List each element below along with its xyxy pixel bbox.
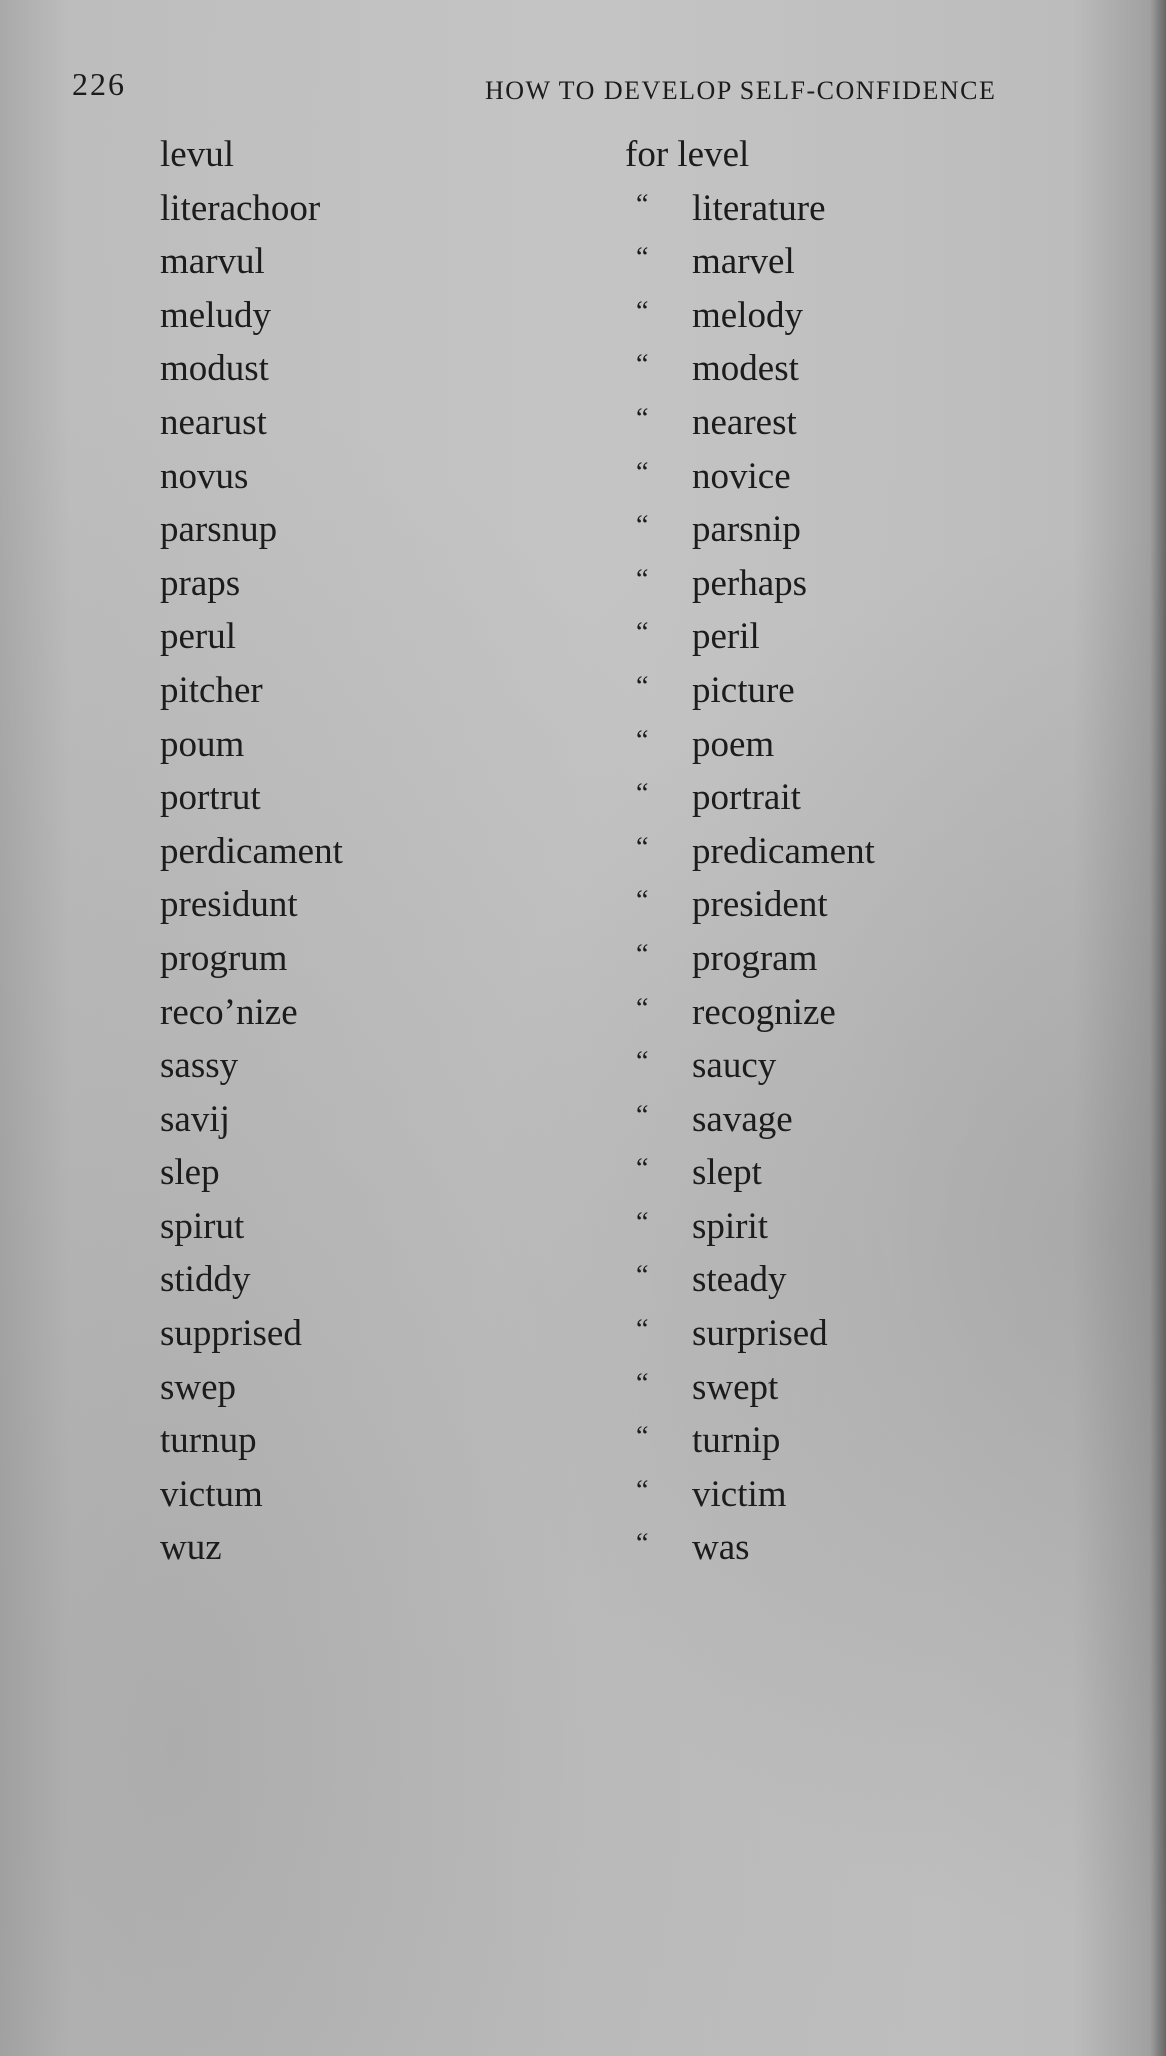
correct-word: poem	[692, 723, 775, 765]
correct-word: level	[677, 134, 750, 175]
list-item	[0, 503, 1166, 557]
ditto-mark: “	[636, 885, 649, 917]
list-item	[0, 771, 1166, 825]
list-item	[0, 1039, 1166, 1093]
correct-word: steady	[692, 1259, 787, 1301]
correct-word: portrait	[692, 777, 801, 819]
misspelled-word: marvul	[160, 241, 265, 283]
ditto-mark: “	[636, 242, 649, 274]
list-item	[0, 235, 1166, 289]
list-item	[0, 1253, 1166, 1307]
correct-word: turnip	[692, 1420, 781, 1462]
list-item	[0, 1414, 1166, 1468]
list-item	[0, 932, 1166, 986]
ditto-mark: “	[636, 1206, 649, 1238]
list-item	[0, 825, 1166, 879]
misspelled-word: stiddy	[160, 1259, 251, 1301]
correct-word: literature	[692, 187, 826, 229]
ditto-mark: “	[636, 1421, 649, 1453]
ditto-mark: “	[636, 938, 649, 970]
ditto-mark: “	[636, 1260, 649, 1292]
page-number: 226	[72, 66, 126, 102]
ditto-mark: “	[636, 1314, 649, 1346]
list-item	[0, 450, 1166, 504]
list-item	[0, 1200, 1166, 1254]
list-item	[0, 557, 1166, 611]
ditto-mark: “	[636, 188, 649, 220]
misspelled-word: sassy	[160, 1045, 239, 1087]
ditto-mark: “	[636, 1528, 649, 1560]
misspelled-word: swep	[160, 1366, 237, 1408]
ditto-mark: “	[636, 349, 649, 381]
correct-word: parsnip	[692, 509, 801, 551]
misspelled-word: nearust	[160, 401, 267, 443]
ditto-mark: “	[636, 456, 649, 488]
ditto-mark: “	[636, 992, 649, 1024]
misspelled-word: perul	[160, 616, 237, 658]
correct-word: marvel	[692, 241, 795, 283]
correct-word: president	[692, 884, 828, 926]
misspelled-word: portrut	[160, 777, 261, 819]
correct-word: slept	[692, 1152, 762, 1194]
misspelled-word: turnup	[160, 1420, 257, 1462]
ditto-mark: “	[636, 510, 649, 542]
list-item	[0, 1361, 1166, 1415]
misspelled-word: supprised	[160, 1313, 302, 1355]
correct-word: program	[692, 937, 818, 979]
ditto-mark: “	[636, 295, 649, 327]
misspelled-word: slep	[160, 1152, 220, 1194]
ditto-mark: “	[636, 563, 649, 595]
misspelled-word: presidunt	[160, 884, 298, 926]
ditto-mark: “	[636, 1099, 649, 1131]
ditto-mark: “	[636, 831, 649, 863]
ditto-mark: “	[636, 670, 649, 702]
list-item	[0, 878, 1166, 932]
correct-word: nearest	[692, 401, 797, 443]
misspelled-word: praps	[160, 562, 241, 604]
misspelled-word: pitcher	[160, 669, 263, 711]
list-item	[0, 1146, 1166, 1200]
ditto-mark: “	[636, 402, 649, 434]
misspelled-word: perdicament	[160, 830, 343, 872]
ditto-mark: “	[636, 1474, 649, 1506]
correct-word: spirit	[692, 1205, 769, 1247]
misspelled-word: literachoor	[160, 187, 321, 229]
correct-word: predicament	[692, 830, 875, 872]
list-item	[0, 182, 1166, 236]
correct-word: savage	[692, 1098, 793, 1140]
correct-word: victim	[692, 1473, 787, 1515]
list-item	[0, 1307, 1166, 1361]
ditto-mark: “	[636, 617, 649, 649]
ditto-mark: “	[636, 778, 649, 810]
ditto-mark: “	[636, 1046, 649, 1078]
list-item	[0, 396, 1166, 450]
correct-spelling-group	[625, 128, 749, 182]
list-item	[0, 718, 1166, 772]
correct-word: recognize	[692, 991, 836, 1033]
ditto-mark: “	[636, 724, 649, 756]
correct-word: peril	[692, 616, 760, 658]
list-item	[0, 289, 1166, 343]
misspelled-word: wuz	[160, 1527, 222, 1569]
word-list	[0, 128, 1166, 1575]
list-item	[0, 1521, 1166, 1575]
misspelled-word: levul	[160, 134, 234, 175]
misspelled-word: progrum	[160, 937, 288, 979]
correct-word: saucy	[692, 1045, 777, 1087]
running-head: HOW TO DEVELOP SELF-CONFIDENCE	[485, 76, 997, 105]
misspelled-word: modust	[160, 348, 269, 390]
correct-word: surprised	[692, 1313, 828, 1355]
list-item	[0, 342, 1166, 396]
ditto-mark: “	[636, 1367, 649, 1399]
misspelled-word: reco’nize	[160, 991, 298, 1033]
misspelled-word: victum	[160, 1473, 263, 1515]
misspelled-word: meludy	[160, 294, 271, 336]
misspelled-word: parsnup	[160, 509, 278, 551]
correct-word: swept	[692, 1366, 779, 1408]
list-item	[0, 128, 1166, 182]
list-item	[0, 610, 1166, 664]
for-prefix: for	[625, 134, 669, 175]
correct-word: modest	[692, 348, 799, 390]
list-item	[0, 1468, 1166, 1522]
list-item	[0, 664, 1166, 718]
misspelled-word: novus	[160, 455, 249, 497]
correct-word: picture	[692, 669, 795, 711]
correct-word: melody	[692, 294, 803, 336]
correct-word: novice	[692, 455, 791, 497]
misspelled-word: spirut	[160, 1205, 245, 1247]
misspelled-word: poum	[160, 723, 245, 765]
list-item	[0, 1093, 1166, 1147]
list-item	[0, 986, 1166, 1040]
correct-word: perhaps	[692, 562, 808, 604]
ditto-mark: “	[636, 1153, 649, 1185]
misspelled-word: savij	[160, 1098, 230, 1140]
correct-word: was	[692, 1527, 750, 1569]
